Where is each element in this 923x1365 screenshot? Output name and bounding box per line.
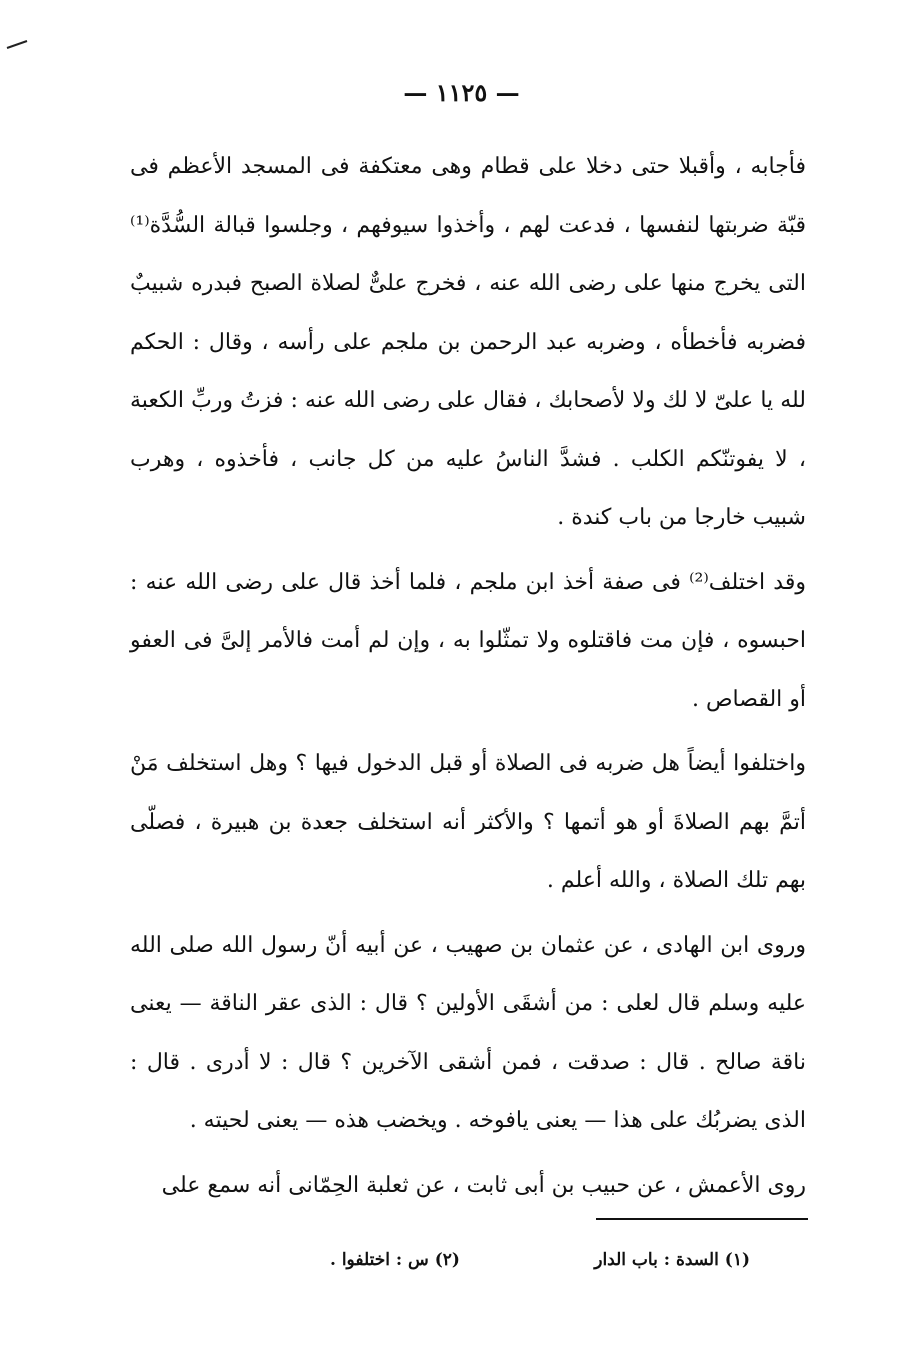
- footnotes: [330, 1250, 750, 1270]
- page-number: — ١١٢٥ —: [403, 78, 520, 107]
- paragraph-3: واختلفوا أيضاً هل ضربه فى الصلاة أو قبل الدخول فيها ؟ وهل استخلف مَنْ أتمَّ بهم الصلاةَ أو هو أتمها ؟ والأكثر أنه استخلف جعدة بن هبيرة ، فصلّى بهم تلك الصلاة ، والله أعلم .: [130, 751, 806, 893]
- page-body: [130, 138, 806, 1215]
- paragraph-1: فأجابه ، وأقبلا حتى دخلا على قطام وهى معتكفة فى المسجد الأعظم فى قبّة ضربتها لنفسها ، فدعت لهم ، وأخذوا سيوفهم ، وجلسوا قبالة السُّدَّة⁽¹⁾ التى يخرج منها على رضى الله عنه ، فخرج علىٌّ لصلاة الصبح فبدره شبيبٌ فضربه فأخطأه ، وضربه عبد الرحمن بن ملجم على رأسه ، وقال : الحكم لله يا علىّ لا لك ولا لأصحابك ، فقال على رضى الله عنه : فزتُ وربِّ الكعبة ، لا يفوتنّكم الكلب . فشدَّ الناسُ عليه من كل جانب ، فأخذوه ، وهرب شبيب خارجا من باب كندة .: [130, 154, 806, 530]
- footnote-2: (٢) س : اختلفوا .: [330, 1250, 460, 1270]
- paragraph-4: وروى ابن الهادى ، عن عثمان بن صهيب ، عن أبيه أنّ رسول الله صلى الله عليه وسلم قال لعلى : من أشقَى الأولين ؟ قال : الذى عقر الناقة — يعنى ناقة صالح . قال : صدقت ، فمن أشقى الآخرين ؟ قال : لا أدرى . قال : الذى يضربُك على هذا — يعنى يافوخه . ويخضب هذه — يعنى لحيته .: [130, 932, 806, 1133]
- paragraph-2: وقد اختلف⁽²⁾ فى صفة أخذ ابن ملجم ، فلما أخذ قال على رضى الله عنه : احبسوه ، فإن مت فاقتلوه ولا تمثّلوا به ، وإن لم أمت فالأمر إلىَّ فى العفو أو القصاص .: [130, 569, 806, 712]
- paragraph-5: روى الأعمش ، عن حبيب بن أبى ثابت ، عن ثعلبة الحِمّانى أنه سمع على: [161, 1172, 806, 1198]
- ink-mark: [6, 40, 28, 50]
- footnote-divider: [596, 1218, 808, 1220]
- footnote-1: (١) السدة : باب الدار: [594, 1250, 750, 1270]
